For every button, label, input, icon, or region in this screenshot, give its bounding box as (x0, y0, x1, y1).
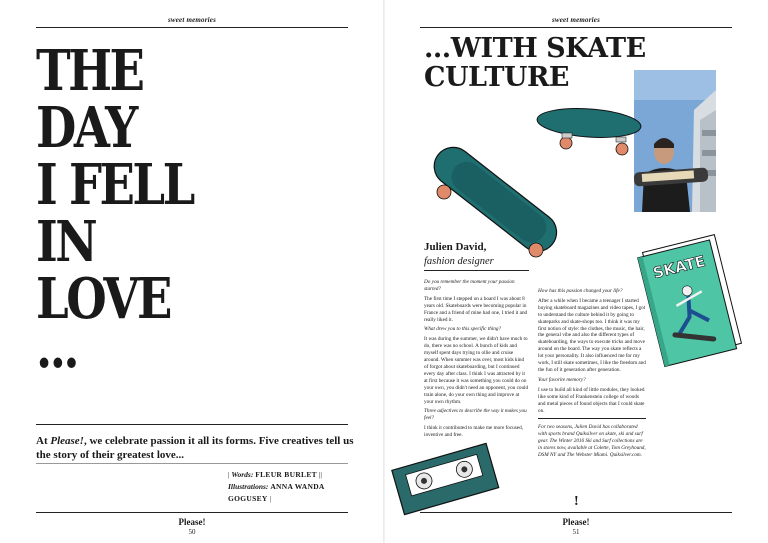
intro-prefix: At (36, 435, 51, 447)
person-name-text: Julien David, (424, 241, 487, 253)
intro-brand: Please! (50, 435, 84, 447)
question: Do you remember the moment your passion started? (424, 279, 515, 292)
top-rule-right (420, 27, 732, 28)
note-rule (538, 418, 646, 419)
person-name (424, 240, 494, 269)
vhs-tape-illustration (390, 440, 500, 516)
words-label: Words: (231, 470, 254, 479)
answer: I use to build all kind of little modules, they looked like some kind of Frankenstein college of woods and metal pieces of found objects that I could skate on. (538, 386, 645, 414)
running-head-left: sweet memories (167, 16, 217, 24)
illustrations-name: ANNA WANDA GOGUSEY (228, 482, 325, 503)
interview-column-right (538, 288, 646, 462)
person-role: fashion designer (424, 256, 494, 267)
sponsor-note: For two seasons, Julien David has collaborated with sports brand Quiksilver on skate, ski and surf gear. The Winter 2016 Ski and Surf collections are in stores now, available at Colette, Tom Greyhound, DSM NY and The Webster Miami. Quiksilver.com. (538, 424, 646, 459)
credits-close: | (267, 494, 271, 503)
intro-rest: , we celebrate passion it all its forms. Five creatives tell us the story of their greatest love... (36, 435, 354, 461)
answer: It was during the summer, we didn't have much to do, there was no school. A bunch of kids and myself spent days trying to ollie and cruise around. When summer was over, most kids kind of forgot about skateboarding, but I continued every day after class. I think I was attracted by it at first because it was something you could do on your own, you didn't need an opponent, you could train alone, do your own thing and improve at your own rhythm. (424, 336, 529, 405)
title-line-2: CULTURE (424, 62, 569, 93)
right-page (384, 0, 768, 543)
running-head-right: sweet memories (551, 16, 601, 24)
name-rule (424, 270, 529, 271)
bottom-rule-left (36, 512, 348, 513)
question: What drew you to this specific thing? (424, 326, 502, 333)
headline-line-1: THE (36, 38, 143, 104)
credits-rule (36, 463, 348, 464)
portrait-photo (634, 70, 716, 212)
question: Your favorite memory? (538, 376, 586, 383)
headline (36, 38, 193, 381)
intro-text (36, 434, 366, 462)
question: How has this passion changed your life? (538, 288, 623, 294)
answer: The first time I stepped on a board I was about 8 years old. Skateboards were becoming popular in France and a friend of mine had one, I tried it and really liked it. (424, 295, 528, 323)
interview-column-left (424, 279, 529, 442)
answer: I think it contributed to make me more focused, inventive and free. (424, 425, 523, 439)
headline-line-3: I FELL (36, 152, 193, 218)
page-number-left: 50 (188, 528, 196, 536)
article-title (424, 34, 646, 92)
exclamation-mark: ! (574, 494, 579, 509)
words-name: FLEUR BURLET (255, 470, 317, 479)
credits-sep: || (316, 470, 322, 479)
magazine-logo-right: Please! (562, 517, 590, 527)
book-label: SKATE (651, 251, 708, 283)
skate-book-illustration (642, 232, 742, 372)
mid-rule-left (36, 424, 348, 425)
credits-open: | (228, 470, 232, 479)
headline-line-5: LOVE (36, 266, 170, 332)
illustrations-label: Illustrations: (228, 482, 269, 491)
answer: After a while when I became a teenager I started buying skateboard magazines and video tapes, I got to understand the culture behind it by going to skateparks and skate-shops too. I think it was my first notion of style: the clothes, the music, the hair, the general vibe and also the different types of skateboarding, the ways to execute tricks and move around on the board. The way you skate reflects a lot your personality. It also influenced me for my work, I still skate sometimes, I like the freedom and the fun of it generation after generation. (538, 297, 646, 373)
title-line-1: ...WITH SKATE (424, 33, 646, 64)
headline-line-2: DAY (36, 95, 136, 161)
magazine-logo-left: Please! (178, 517, 206, 527)
page-number-right: 51 (572, 528, 580, 536)
headline-line-6: ... (36, 315, 78, 381)
bottom-rule-right (420, 512, 732, 513)
top-rule-left (36, 27, 348, 28)
credits (228, 469, 348, 505)
headline-line-4: IN (36, 209, 96, 275)
question: Three adjectives to describe the way it makes you feel? (424, 408, 527, 422)
